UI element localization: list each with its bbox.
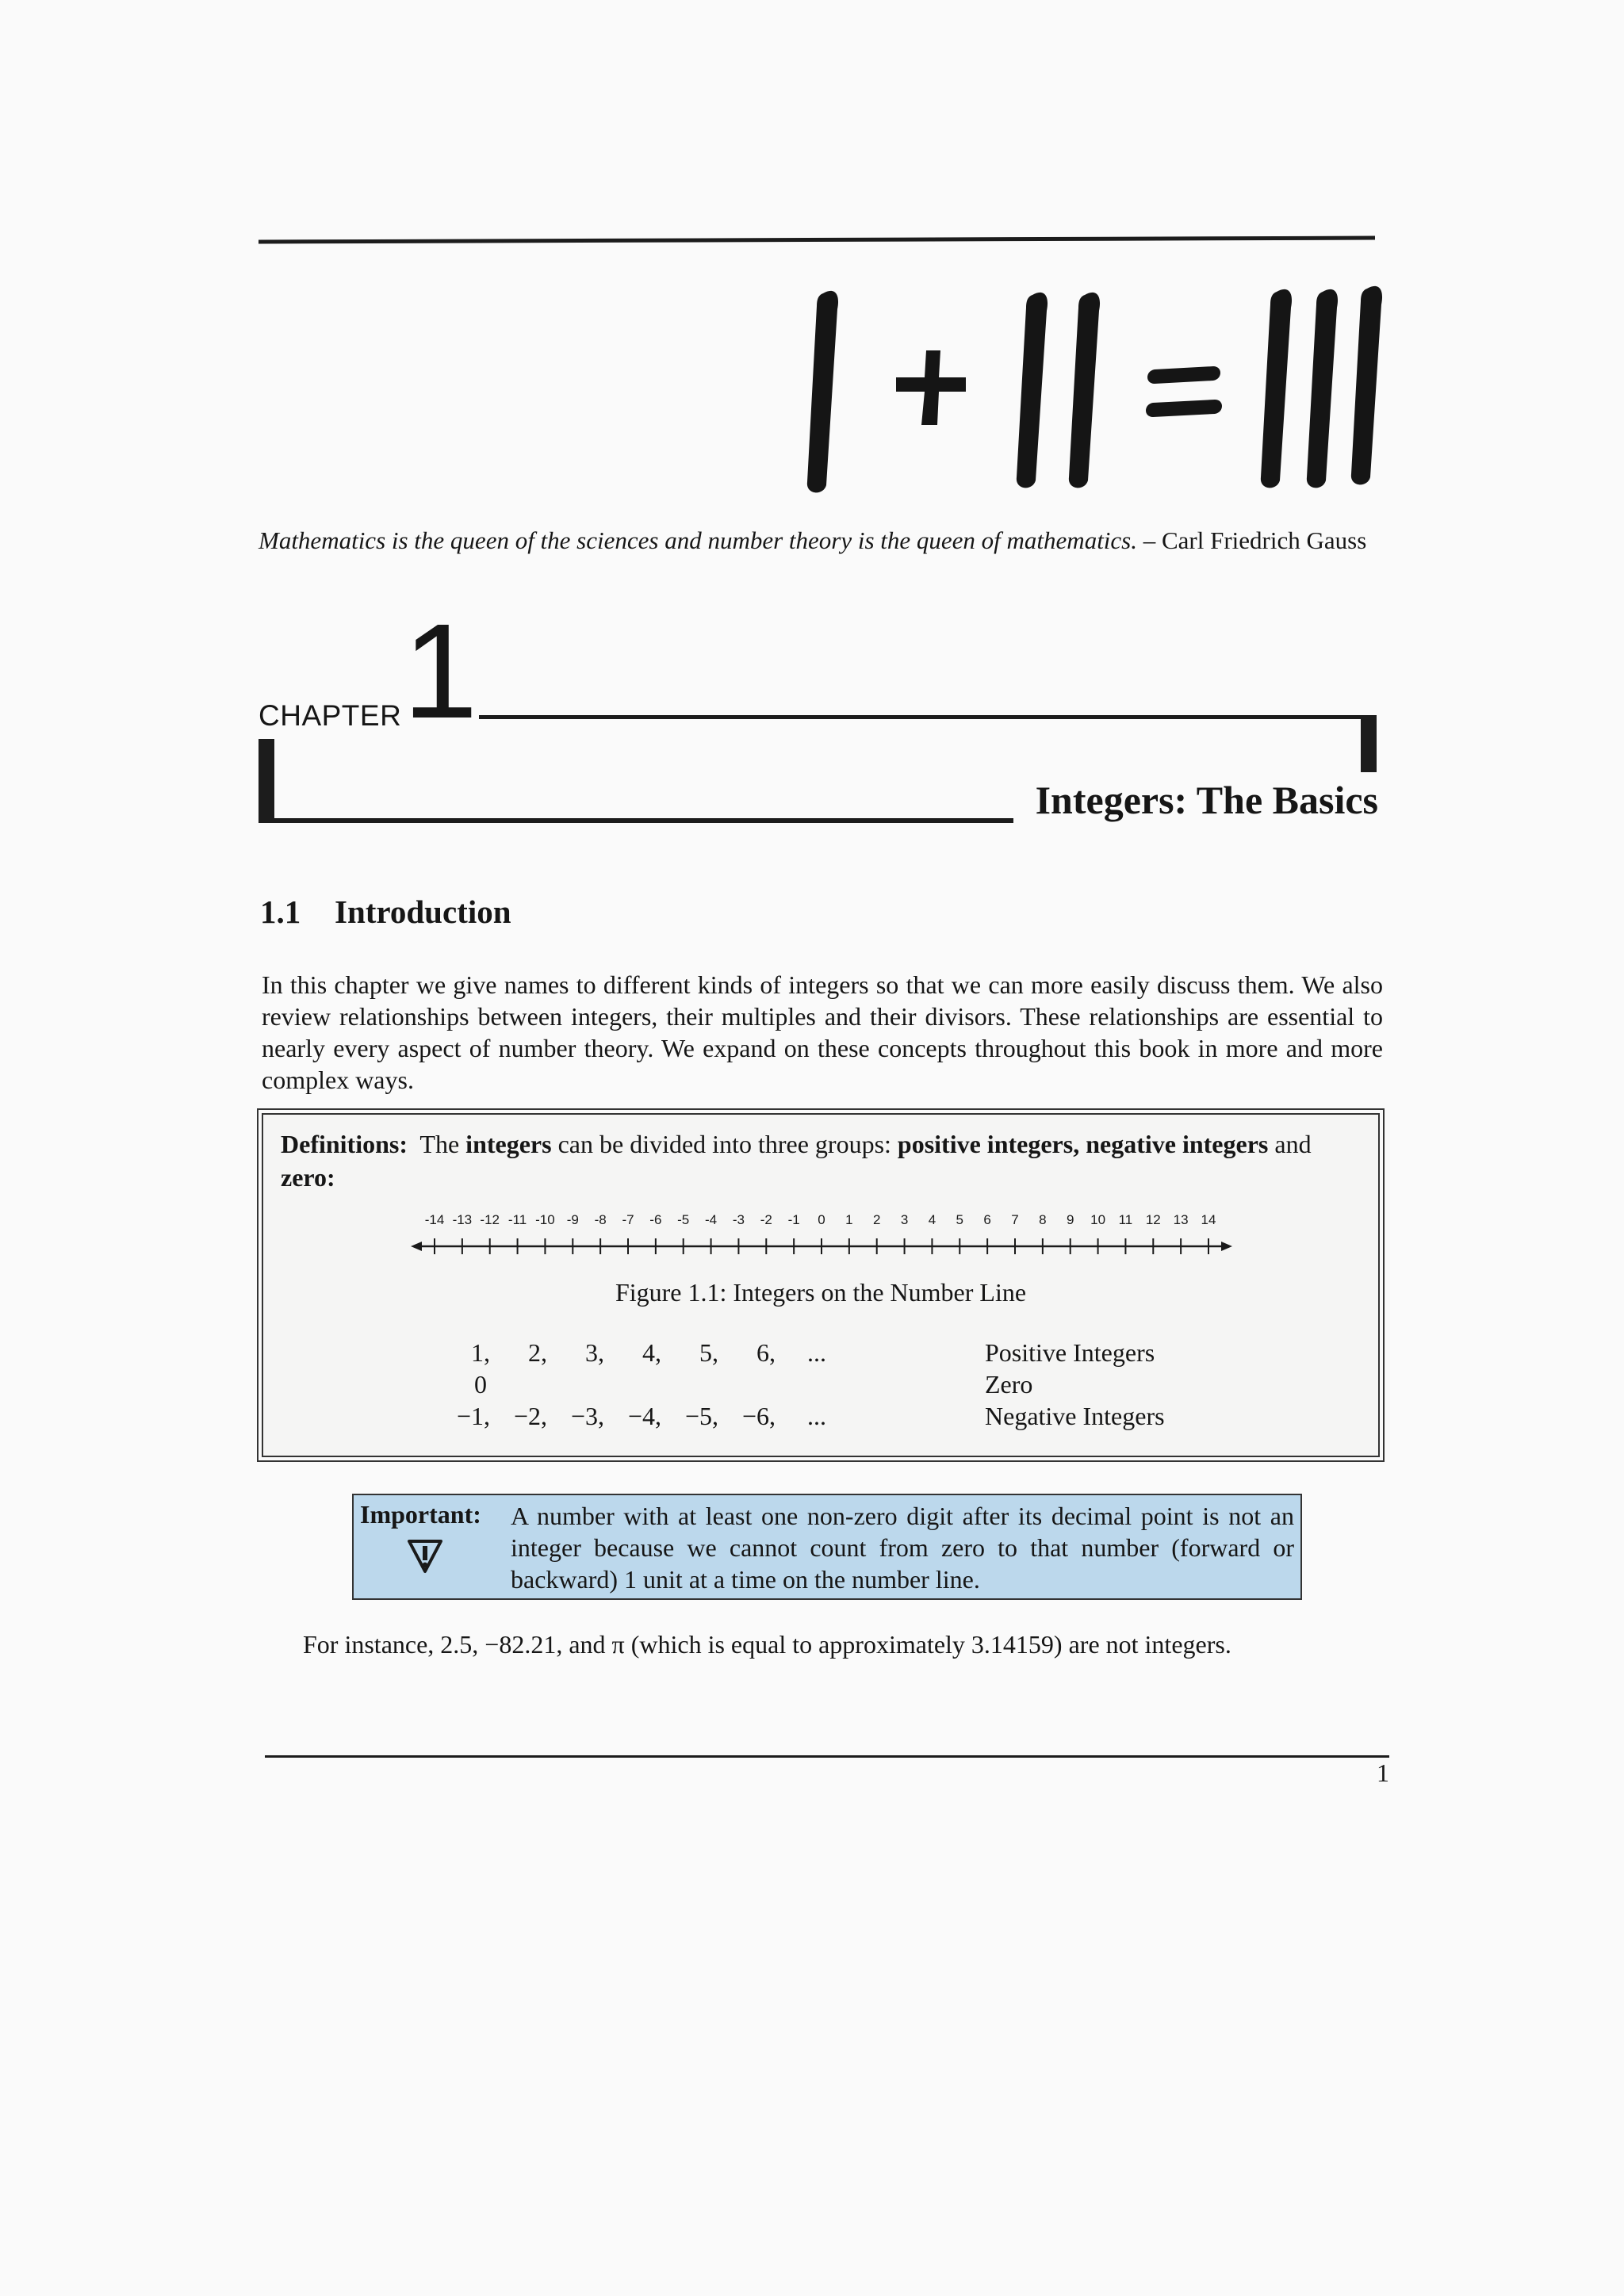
epigraph bbox=[259, 526, 1377, 555]
chapter-number: 1 bbox=[403, 596, 478, 747]
definitions-text-part: The bbox=[419, 1130, 460, 1158]
tally-stroke bbox=[1069, 293, 1100, 488]
definitions-box bbox=[262, 1113, 1380, 1457]
number-line-tick-label: 12 bbox=[1145, 1212, 1161, 1227]
important-label: Important: bbox=[360, 1500, 481, 1529]
equals-sign bbox=[1146, 366, 1222, 417]
number-line-tick-label: 9 bbox=[1066, 1212, 1074, 1227]
number-line-tick-label: -10 bbox=[535, 1212, 555, 1227]
tally-stroke bbox=[807, 291, 838, 492]
definitions-text bbox=[281, 1127, 1359, 1194]
instance-sentence: For instance, 2.5, −82.21, and π (which is equal to approximately 3.14159) are not integers. bbox=[303, 1630, 1231, 1659]
integer-value: −3, bbox=[570, 1402, 604, 1430]
term-positive-integers: positive integers, bbox=[897, 1130, 1080, 1158]
tally-stroke bbox=[1261, 289, 1292, 488]
chapter-rule-upper bbox=[479, 715, 1377, 719]
arrow-left-icon bbox=[411, 1242, 422, 1251]
ellipsis: ... bbox=[807, 1338, 826, 1367]
integer-value: −4, bbox=[627, 1402, 661, 1430]
tally-equation-art bbox=[785, 277, 1388, 499]
number-line-tick-label: 3 bbox=[900, 1212, 909, 1227]
definitions-text-part: can be divided into three groups: bbox=[557, 1130, 891, 1158]
number-line-tick-label: -6 bbox=[649, 1212, 662, 1227]
integer-group-label: Zero bbox=[985, 1370, 1033, 1399]
integer-sequence bbox=[462, 1370, 487, 1399]
number-line-tick-label: -12 bbox=[480, 1212, 500, 1227]
arrow-right-icon bbox=[1221, 1242, 1232, 1251]
figure-caption: Figure 1.1: Integers on the Number Line bbox=[615, 1278, 1027, 1307]
important-text: A number with at least one non-zero digit after its decimal point is not an integer because we cannot count from zero to that number (forward or backward) 1 unit at a time on the number line. bbox=[511, 1502, 1294, 1594]
number-line-tick-label: 2 bbox=[872, 1212, 881, 1227]
integer-group-label: Positive Integers bbox=[985, 1338, 1155, 1367]
number-line-tick-label: -3 bbox=[732, 1212, 745, 1227]
integer-value: 4, bbox=[642, 1338, 661, 1367]
integer-value: 1, bbox=[471, 1338, 490, 1367]
number-line-tick-label: -2 bbox=[760, 1212, 772, 1227]
page-number: 1 bbox=[1377, 1758, 1389, 1787]
integer-value: 3, bbox=[585, 1338, 604, 1367]
number-line-tick-label: 13 bbox=[1173, 1212, 1189, 1227]
epigraph-attribution: – Carl Friedrich Gauss bbox=[1143, 526, 1367, 554]
integer-value: −5, bbox=[684, 1402, 718, 1430]
number-line-tick-label: -5 bbox=[677, 1212, 690, 1227]
definitions-label: Definitions: bbox=[281, 1130, 408, 1158]
plus-sign bbox=[896, 350, 966, 425]
integer-row-negative bbox=[456, 1402, 1334, 1433]
number-line-tick-label: -11 bbox=[508, 1212, 527, 1227]
term-integers: integers bbox=[465, 1130, 552, 1158]
number-line-tick-label: 0 bbox=[818, 1212, 825, 1227]
integer-value: −6, bbox=[741, 1402, 776, 1430]
number-line-tick-label: -1 bbox=[787, 1212, 800, 1227]
epigraph-quote: Mathematics is the queen of the sciences and number theory is the queen of mathematics. bbox=[259, 526, 1137, 554]
integer-groups bbox=[456, 1338, 1334, 1433]
tally-stroke bbox=[1351, 286, 1382, 484]
number-line-tick-label: 5 bbox=[956, 1212, 964, 1227]
number-line-tick-label: -7 bbox=[622, 1212, 634, 1227]
number-line-tick-label: 10 bbox=[1090, 1212, 1106, 1227]
number-line-tick-label: 8 bbox=[1039, 1212, 1047, 1227]
integer-value: 0 bbox=[474, 1370, 487, 1399]
number-line-tick-label: 1 bbox=[845, 1212, 853, 1227]
intro-paragraph: In this chapter we give names to different kinds of integers so that we can more easily discuss them. We also review relationships between integers, their multiples and their divisors. These relationships are essential to nearly every aspect of number theory. We expand on these concepts throughout this book in more and more complex ways. bbox=[262, 970, 1383, 1094]
number-line-tick-label: 4 bbox=[928, 1212, 936, 1227]
tally-stroke bbox=[1307, 289, 1338, 488]
integer-group-label: Negative Integers bbox=[985, 1402, 1165, 1430]
number-line-tick-label: -4 bbox=[705, 1212, 718, 1227]
chapter-rule-lower bbox=[259, 818, 1013, 823]
number-line-tick-label: -14 bbox=[424, 1212, 445, 1227]
warning-icon bbox=[404, 1535, 446, 1576]
integer-value: 2, bbox=[528, 1338, 547, 1367]
chapter-rule-left-post bbox=[259, 739, 274, 823]
integer-row-positive bbox=[462, 1338, 1334, 1370]
integer-value: −2, bbox=[513, 1402, 547, 1430]
term-negative-integers: negative integers bbox=[1086, 1130, 1269, 1158]
important-callout bbox=[352, 1494, 1302, 1600]
number-line-tick-label: -13 bbox=[452, 1212, 473, 1227]
chapter-title: Integers: The Basics bbox=[1035, 778, 1378, 822]
definitions-text-part: and bbox=[1274, 1130, 1312, 1158]
tally-stroke bbox=[1017, 293, 1048, 488]
number-line-tick-label: 14 bbox=[1201, 1212, 1216, 1227]
section-title: Introduction bbox=[335, 894, 511, 930]
number-line-tick-label: -8 bbox=[594, 1212, 607, 1227]
integer-sequence bbox=[462, 1338, 826, 1368]
section-heading bbox=[260, 893, 511, 931]
number-line-tick-label: 7 bbox=[1011, 1212, 1019, 1227]
integer-value: 5, bbox=[699, 1338, 718, 1367]
top-rule bbox=[259, 236, 1375, 244]
chapter-rule-right-post bbox=[1361, 715, 1377, 772]
integer-value: −1, bbox=[456, 1402, 490, 1430]
section-number: 1.1 bbox=[260, 894, 301, 930]
chapter-label: CHAPTER bbox=[259, 699, 402, 732]
integer-row-zero bbox=[462, 1370, 1334, 1402]
integer-sequence bbox=[439, 1402, 826, 1431]
number-line-tick-label: 11 bbox=[1118, 1212, 1133, 1227]
ellipsis: ... bbox=[807, 1402, 826, 1430]
number-line-tick-label: 6 bbox=[983, 1212, 991, 1227]
number-line-tick-label: -9 bbox=[566, 1212, 579, 1227]
bottom-rule bbox=[265, 1755, 1389, 1758]
integer-value: 6, bbox=[756, 1338, 776, 1367]
term-zero: zero: bbox=[281, 1163, 335, 1192]
number-line-figure bbox=[411, 1208, 1232, 1264]
